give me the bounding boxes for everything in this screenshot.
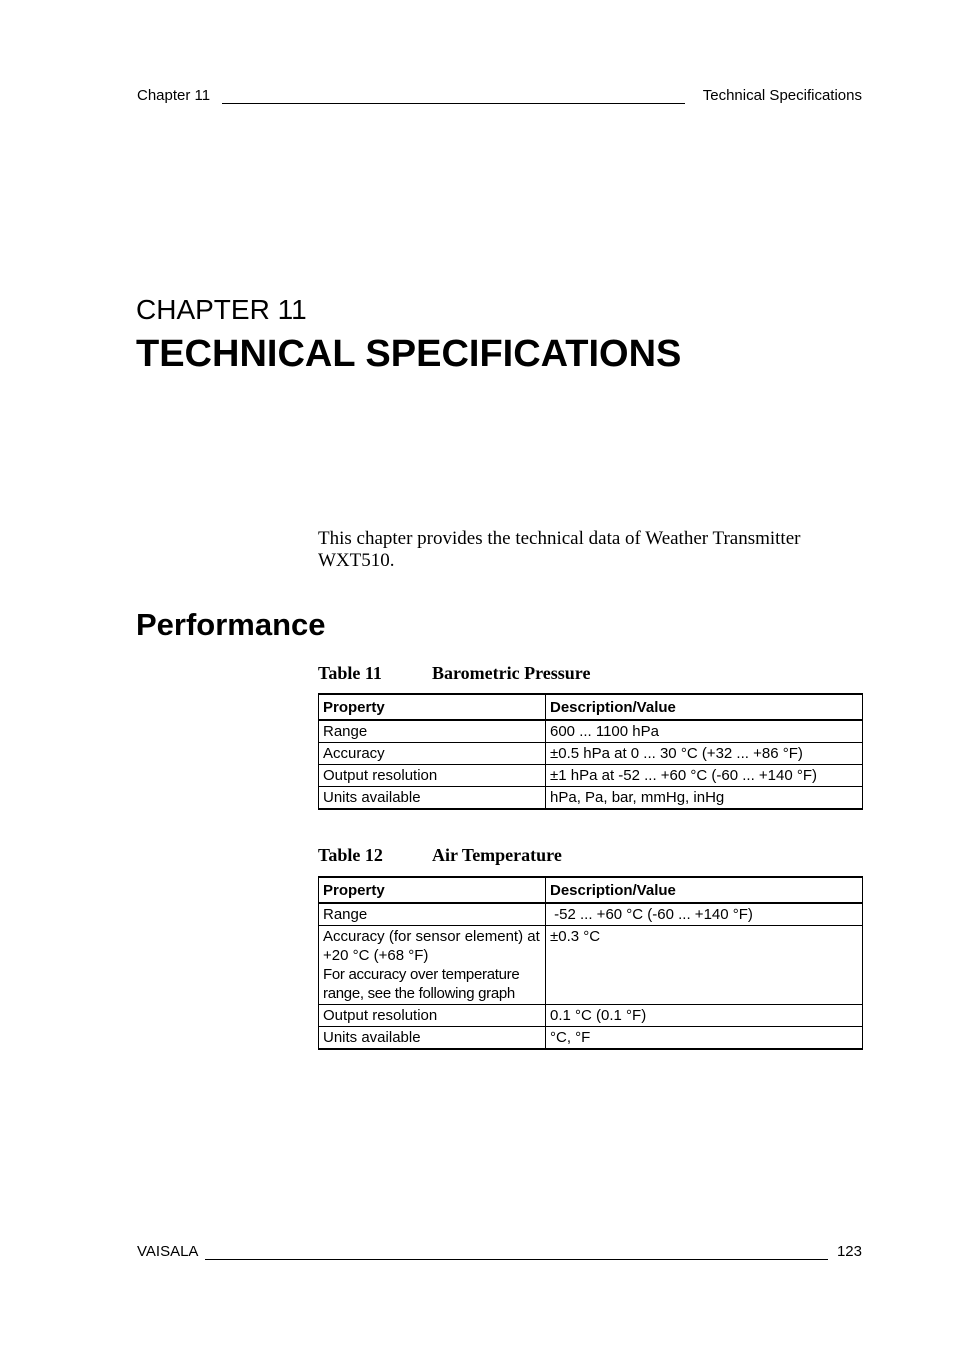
table-12-title: Air Temperature xyxy=(432,845,562,865)
table-cell-property: Range xyxy=(319,903,546,926)
table-header-row xyxy=(319,877,863,903)
footer-brand: VAISALA xyxy=(137,1243,199,1260)
table-header-row xyxy=(319,694,863,720)
intro-paragraph: This chapter provides the technical data of Weather Transmitter WXT510. xyxy=(318,528,801,571)
table-row xyxy=(319,903,863,926)
running-header-chapter: Chapter 11 xyxy=(137,87,211,104)
table-cell-value: 0.1 °C (0.1 °F) xyxy=(546,1005,863,1027)
table-cell-value: hPa, Pa, bar, mmHg, inHg xyxy=(546,787,863,810)
chapter-title: TECHNICAL SPECIFICATIONS xyxy=(136,333,682,375)
table-row xyxy=(319,765,863,787)
table-air-temperature xyxy=(318,876,863,1050)
header-rule xyxy=(222,103,685,104)
page-number: 123 xyxy=(836,1243,862,1260)
table-cell-property: Accuracy xyxy=(319,743,546,765)
running-header-title: Technical Specifications xyxy=(702,87,862,104)
table-row xyxy=(319,1027,863,1050)
table-row xyxy=(319,926,863,1005)
table-cell-property: Output resolution xyxy=(319,1005,546,1027)
accuracy-graph-note: For accuracy over temperature range, see the following graph xyxy=(323,966,520,1002)
table-cell-property: Range xyxy=(319,720,546,743)
table-cell-property: Units available xyxy=(319,1027,546,1050)
table-12-number: Table 12 xyxy=(318,845,383,865)
table-cell-property: Units available xyxy=(319,787,546,810)
table-header-cell: Description/Value xyxy=(546,694,863,720)
table-barometric-pressure xyxy=(318,693,863,810)
table-cell-property: Output resolution xyxy=(319,765,546,787)
table-header-cell: Property xyxy=(319,877,546,903)
footer-rule xyxy=(205,1259,828,1260)
table-cell-value: ±0.5 hPa at 0 ... 30 °C (+32 ... +86 °F) xyxy=(546,743,863,765)
table-12-caption xyxy=(318,845,562,866)
chapter-label: CHAPTER 11 xyxy=(136,294,307,325)
table-cell-value: -52 ... +60 °C (-60 ... +140 °F) xyxy=(546,903,863,926)
table-header-cell: Description/Value xyxy=(546,877,863,903)
table-cell-value: ±1 hPa at -52 ... +60 °C (-60 ... +140 °F) xyxy=(546,765,863,787)
table-cell-value: °C, °F xyxy=(546,1027,863,1050)
table-row xyxy=(319,743,863,765)
table-11-caption xyxy=(318,663,590,684)
table-11-title: Barometric Pressure xyxy=(432,663,591,683)
table-cell-value: ±0.3 °C xyxy=(546,926,863,1005)
table-row xyxy=(319,787,863,810)
table-cell-value: 600 ... 1100 hPa xyxy=(546,720,863,743)
accuracy-property-text: Accuracy (for sensor element) at +20 °C (+68 °F) xyxy=(323,928,540,964)
table-11-number: Table 11 xyxy=(318,663,382,683)
table-row xyxy=(319,1005,863,1027)
table-header-cell: Property xyxy=(319,694,546,720)
section-title-performance: Performance xyxy=(136,607,326,642)
table-cell-property xyxy=(319,926,546,1005)
table-row xyxy=(319,720,863,743)
